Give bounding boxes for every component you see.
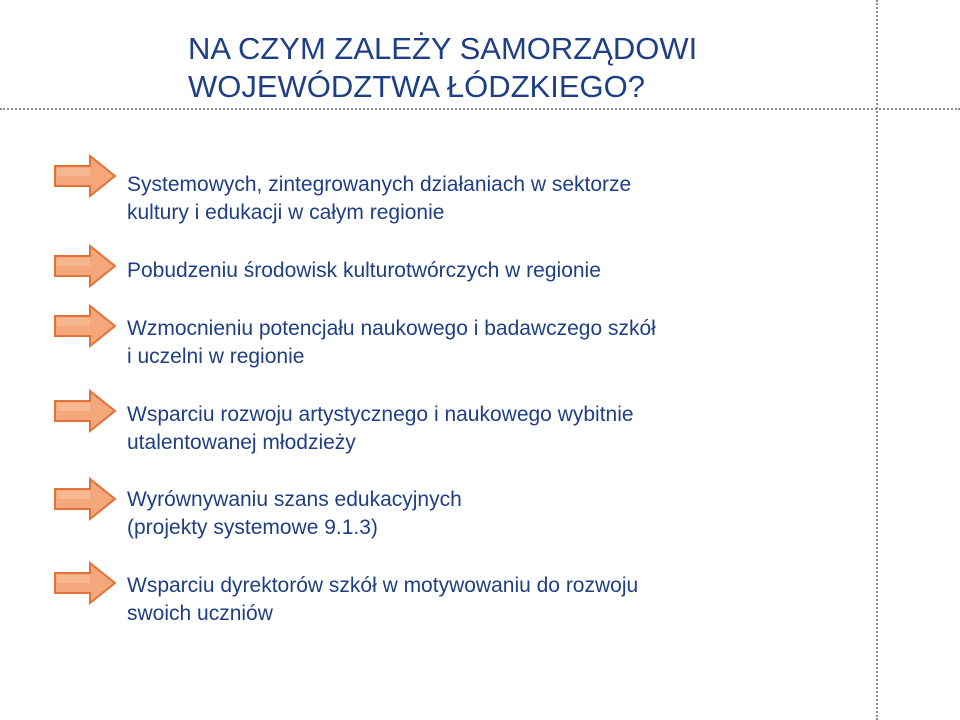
list-item-line: kultury i edukacji w całym regionie bbox=[127, 201, 445, 224]
list-item-line: Wsparciu dyrektorów szkół w motywowaniu do rozwoju bbox=[127, 574, 639, 597]
vertical-divider bbox=[876, 0, 878, 720]
list-item-text bbox=[127, 315, 847, 371]
list-item-text bbox=[127, 171, 847, 227]
arrow-right-icon bbox=[52, 388, 118, 434]
list-item-line: Wyrównywaniu szans edukacyjnych bbox=[127, 488, 462, 511]
list-item-line: Wsparciu rozwoju artystycznego i naukowego wybitnie bbox=[127, 403, 634, 426]
title-line-1: NA CZYM ZALEŻY SAMORZĄDOWI bbox=[188, 31, 698, 66]
arrow-right-icon bbox=[52, 153, 118, 199]
list-item-line: i uczelni w regionie bbox=[127, 345, 305, 368]
list-item-text bbox=[127, 257, 847, 285]
list-item-text bbox=[127, 572, 847, 628]
title-line-2: WOJEWÓDZTWA ŁÓDZKIEGO? bbox=[188, 69, 645, 104]
arrow-right-icon bbox=[52, 303, 118, 349]
arrow-right-icon bbox=[52, 243, 118, 289]
list-item-text bbox=[127, 401, 847, 457]
list-item-line: Wzmocnieniu potencjału naukowego i badawczego szkół bbox=[127, 317, 656, 340]
arrow-right-icon bbox=[52, 560, 118, 606]
list-item-line: (projekty systemowe 9.1.3) bbox=[127, 516, 378, 539]
arrow-right-icon bbox=[52, 476, 118, 522]
slide-title bbox=[188, 30, 828, 106]
list-item-line: swoich uczniów bbox=[127, 602, 273, 625]
horizontal-divider bbox=[0, 108, 960, 110]
list-item-line: utalentowanej młodzieży bbox=[127, 431, 356, 454]
list-item-line: Systemowych, zintegrowanych działaniach w sektorze bbox=[127, 173, 632, 196]
list-item-text bbox=[127, 486, 847, 542]
list-item-line: Pobudzeniu środowisk kulturotwórczych w regionie bbox=[127, 259, 601, 282]
